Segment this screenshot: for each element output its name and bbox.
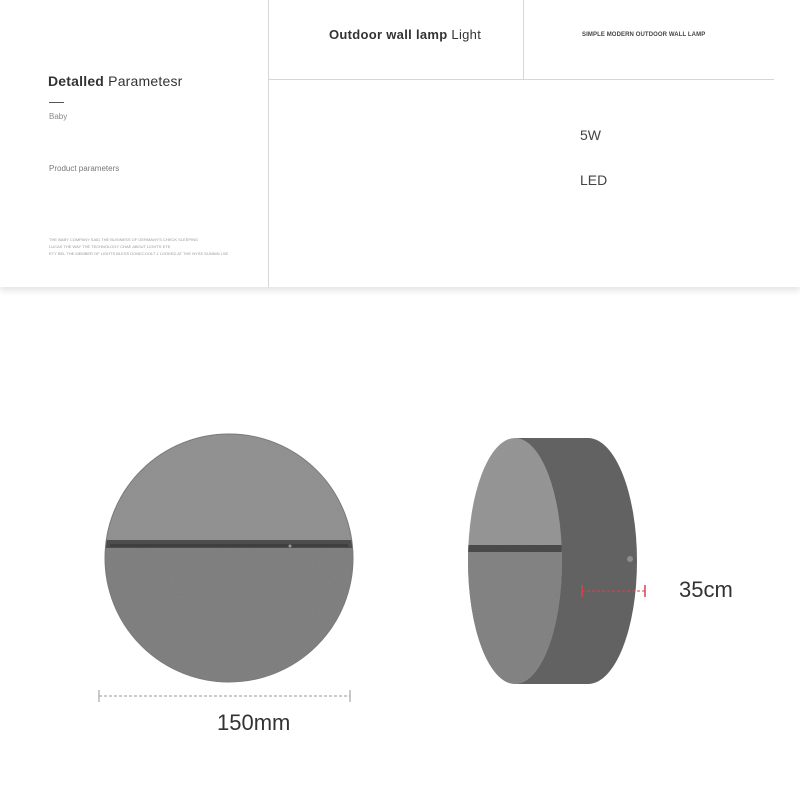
lamp-front-led-strip [110,544,348,547]
product-tagline: SIMPLE MODERN OUTDOOR WALL LAMP [582,32,706,38]
heading-bold: Detalled [48,73,105,89]
lamp-front-screw [289,545,292,548]
sub-label: Baby [49,112,68,121]
fine-print-line: THE BABY COMPANY SAID THE BUSINESS OF GERMANY'S CHECK SLEEPING [49,237,199,242]
fine-print-line: LUCAS THE WAY THE TECHNOLOGY CHAE ABOUT LIGHTS ETE [49,244,171,249]
heading-rest: Parametesr [108,73,183,89]
product-parameters-label: Product parameters [49,164,120,173]
lamp-side-screw [627,556,633,562]
lamp-front-recess [100,546,360,686]
product-title-rest: Light [451,27,482,42]
depth-label: 35cm [679,577,733,602]
fine-print-line: ETY BEL THE MEMBER OF LIGHTS BLESS DONECOOLT 1 LOOKED AT THE NYSS SUNNIN LSE [49,251,229,256]
diameter-dimension-line [99,690,350,702]
diameter-label: 150mm [217,710,291,735]
spec-power: 5W [580,127,601,143]
product-title-bold: Outdoor wall lamp [329,27,448,42]
lamp-front-view [100,434,360,686]
spec-type: LED [580,172,608,188]
lamp-side-view [462,438,637,690]
